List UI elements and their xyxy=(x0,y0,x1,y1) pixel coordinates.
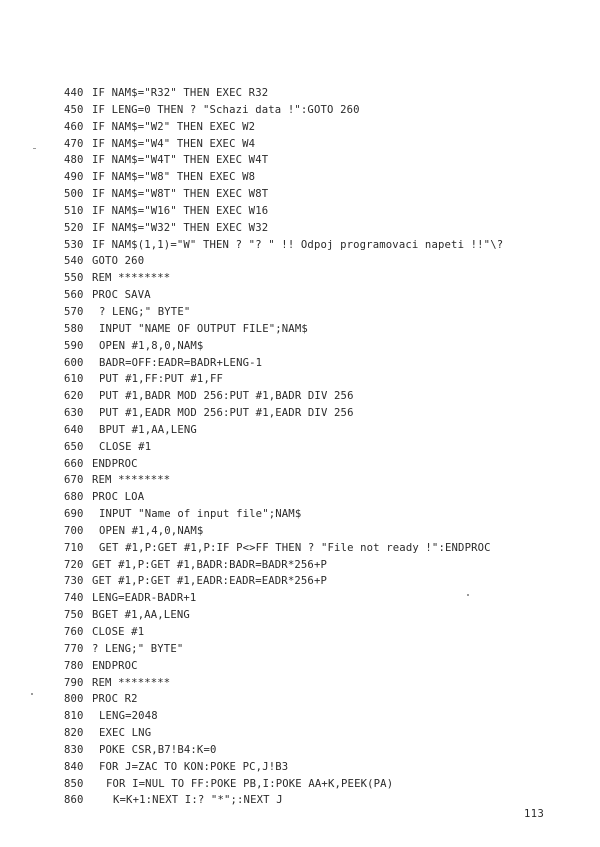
line-number: 750 xyxy=(64,609,84,622)
line-number: 550 xyxy=(64,272,84,285)
line-number: 530 xyxy=(64,238,84,251)
line-number: 700 xyxy=(64,524,84,537)
code-statement: INPUT "NAME OF OUTPUT FILE";NAM$ xyxy=(99,322,308,335)
line-number: 510 xyxy=(64,204,84,217)
code-statement: GET #1,P:GET #1,EADR:EADR=EADR*256+P xyxy=(92,575,328,588)
code-line xyxy=(64,220,584,237)
code-line xyxy=(64,287,584,304)
line-number: 740 xyxy=(64,592,84,605)
code-statement: BGET #1,AA,LENG xyxy=(92,609,190,622)
code-statement: IF NAM$(1,1)="W" THEN ? "? " !! Odpoj programovaci napeti !!"\? xyxy=(92,238,504,251)
code-line xyxy=(64,237,584,254)
line-number: 670 xyxy=(64,474,84,487)
code-statement: POKE CSR,B7!B4:K=0 xyxy=(99,743,217,756)
code-line xyxy=(64,321,584,338)
code-line xyxy=(64,186,584,203)
code-statement: CLOSE #1 xyxy=(99,440,152,453)
code-line xyxy=(64,338,584,355)
code-line xyxy=(64,371,584,388)
line-number: 590 xyxy=(64,339,84,352)
line-number: 790 xyxy=(64,676,84,689)
code-line xyxy=(64,691,584,708)
line-number: 560 xyxy=(64,289,84,302)
line-number: 730 xyxy=(64,575,84,588)
line-number: 810 xyxy=(64,710,84,723)
code-statement: PUT #1,EADR MOD 256:PUT #1,EADR DIV 256 xyxy=(99,407,354,420)
code-line xyxy=(64,388,584,405)
code-line xyxy=(64,136,584,153)
code-statement: GOTO 260 xyxy=(92,255,145,268)
line-number: 610 xyxy=(64,373,84,386)
code-statement: ENDPROC xyxy=(92,659,138,672)
code-line xyxy=(64,742,584,759)
line-number: 680 xyxy=(64,491,84,504)
code-line xyxy=(64,355,584,372)
code-statement: ? LENG;" BYTE" xyxy=(99,305,191,318)
scan-speck xyxy=(33,148,36,149)
code-statement: GET #1,P:GET #1,P:IF P<>FF THEN ? "File not ready !":ENDPROC xyxy=(99,541,491,554)
line-number: 640 xyxy=(64,423,84,436)
code-line xyxy=(64,725,584,742)
line-number: 620 xyxy=(64,390,84,403)
code-statement: BPUT #1,AA,LENG xyxy=(99,423,197,436)
line-number: 460 xyxy=(64,120,84,133)
code-statement: IF NAM$="R32" THEN EXEC R32 xyxy=(92,87,269,99)
code-line xyxy=(64,506,584,523)
line-number: 820 xyxy=(64,727,84,740)
code-line xyxy=(64,304,584,321)
code-line xyxy=(64,152,584,169)
code-line xyxy=(64,203,584,220)
code-statement: IF NAM$="W4" THEN EXEC W4 xyxy=(92,137,256,150)
code-line xyxy=(64,523,584,540)
line-number: 650 xyxy=(64,440,84,453)
line-number: 860 xyxy=(64,794,84,807)
line-number: 600 xyxy=(64,356,84,369)
code-line xyxy=(64,624,584,641)
code-line xyxy=(64,456,584,473)
line-number: 480 xyxy=(64,154,84,167)
code-statement: IF NAM$="W2" THEN EXEC W2 xyxy=(92,120,256,133)
code-line xyxy=(64,439,584,456)
code-line xyxy=(64,270,584,287)
code-statement: IF LENG=0 THEN ? "Schazi data !":GOTO 260 xyxy=(92,103,360,116)
code-line xyxy=(64,675,584,692)
line-number: 800 xyxy=(64,693,84,706)
code-statement: FOR I=NUL TO FF:POKE PB,I:POKE AA+K,PEEK(PA) xyxy=(106,777,394,790)
code-statement: PROC LOA xyxy=(92,491,145,504)
code-line xyxy=(64,405,584,422)
code-statement: ENDPROC xyxy=(92,457,138,470)
code-line xyxy=(64,792,584,809)
code-statement: IF NAM$="W4T" THEN EXEC W4T xyxy=(92,154,269,167)
line-number: 690 xyxy=(64,508,84,521)
line-number: 630 xyxy=(64,407,84,420)
line-number: 840 xyxy=(64,760,84,773)
code-statement: EXEC LNG xyxy=(99,727,152,740)
line-number: 490 xyxy=(64,171,84,184)
code-line xyxy=(64,85,584,102)
code-statement: OPEN #1,8,0,NAM$ xyxy=(99,339,204,352)
line-number: 440 xyxy=(64,87,84,99)
code-line xyxy=(64,422,584,439)
code-statement: REM ******** xyxy=(92,676,171,689)
line-number: 570 xyxy=(64,305,84,318)
code-line xyxy=(64,102,584,119)
code-statement: IF NAM$="W16" THEN EXEC W16 xyxy=(92,204,269,217)
code-line xyxy=(64,590,584,607)
code-statement: LENG=EADR-BADR+1 xyxy=(92,592,197,605)
code-line xyxy=(64,776,584,793)
line-number: 540 xyxy=(64,255,84,268)
code-statement: PUT #1,BADR MOD 256:PUT #1,BADR DIV 256 xyxy=(99,390,354,403)
code-line xyxy=(64,573,584,590)
line-number: 660 xyxy=(64,457,84,470)
code-statement: IF NAM$="W8" THEN EXEC W8 xyxy=(92,171,256,184)
code-line xyxy=(64,119,584,136)
code-line xyxy=(64,557,584,574)
line-number: 760 xyxy=(64,626,84,638)
code-statement: PROC SAVA xyxy=(92,289,151,302)
code-statement: REM ******** xyxy=(92,272,171,285)
code-statement: LENG=2048 xyxy=(99,710,158,723)
line-number: 580 xyxy=(64,322,84,335)
code-line xyxy=(64,540,584,557)
line-number: 470 xyxy=(64,137,84,150)
scan-speck xyxy=(467,594,469,596)
line-number: 830 xyxy=(64,743,84,756)
code-line xyxy=(64,472,584,489)
line-number: 520 xyxy=(64,221,84,234)
code-line xyxy=(64,708,584,725)
line-number: 450 xyxy=(64,103,84,116)
page-number: 113 xyxy=(524,808,545,820)
code-statement: CLOSE #1 xyxy=(92,626,145,638)
code-line xyxy=(64,253,584,270)
code-statement: ? LENG;" BYTE" xyxy=(92,642,184,655)
scan-speck xyxy=(31,693,33,695)
line-number: 710 xyxy=(64,541,84,554)
line-number: 720 xyxy=(64,558,84,571)
code-line xyxy=(64,607,584,624)
code-statement: PROC R2 xyxy=(92,693,138,706)
code-statement: INPUT "Name of input file";NAM$ xyxy=(99,508,302,521)
code-statement: K=K+1:NEXT I:? "*";:NEXT J xyxy=(113,794,283,807)
code-statement: GET #1,P:GET #1,BADR:BADR=BADR*256+P xyxy=(92,558,328,571)
code-statement: PUT #1,FF:PUT #1,FF xyxy=(99,373,224,386)
code-statement: BADR=OFF:EADR=BADR+LENG-1 xyxy=(99,356,263,369)
code-statement: REM ******** xyxy=(92,474,171,487)
line-number: 770 xyxy=(64,642,84,655)
line-number: 780 xyxy=(64,659,84,672)
code-line xyxy=(64,759,584,776)
code-statement: IF NAM$="W8T" THEN EXEC W8T xyxy=(92,188,269,201)
code-statement: OPEN #1,4,0,NAM$ xyxy=(99,524,204,537)
code-statement: FOR J=ZAC TO KON:POKE PC,J!B3 xyxy=(99,760,289,773)
code-line xyxy=(64,489,584,506)
line-number: 500 xyxy=(64,188,84,201)
program-listing xyxy=(64,85,584,809)
code-line xyxy=(64,658,584,675)
code-statement: IF NAM$="W32" THEN EXEC W32 xyxy=(92,221,269,234)
code-line xyxy=(64,169,584,186)
code-line xyxy=(64,641,584,658)
line-number: 850 xyxy=(64,777,84,790)
